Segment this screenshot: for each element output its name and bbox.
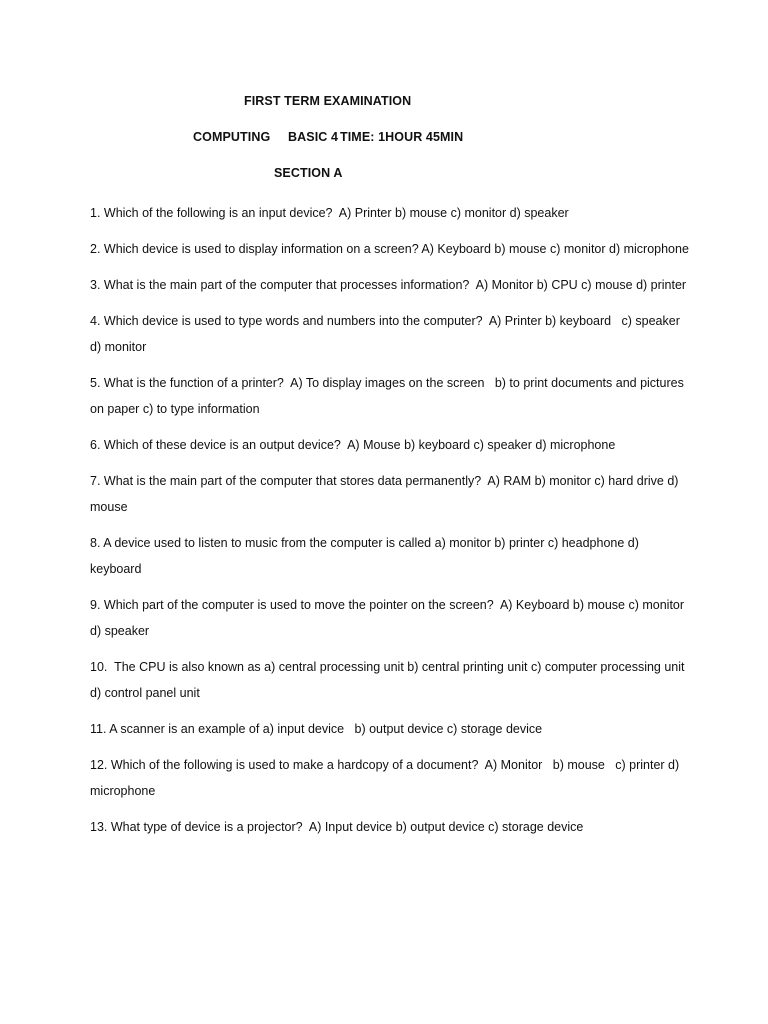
question-item: 3. What is the main part of the computer that processes information? A) Monitor b) CPU c) mouse d) printer — [90, 278, 687, 292]
question-item: 8. A device used to listen to music from the computer is called a) monitor b) printer c) headphone d) keyboard — [90, 536, 643, 576]
exam-subheading — [193, 130, 463, 144]
question-item: 1. Which of the following is an input device? A) Printer b) mouse c) monitor d) speaker — [90, 206, 569, 220]
question-item: 12. Which of the following is used to make a hardcopy of a document? A) Monitor b) mouse c) printer d) microphone — [90, 758, 683, 798]
time-label: TIME: 1HOUR 45MIN — [340, 130, 464, 144]
question-list — [90, 200, 695, 850]
question-item: 9. Which part of the computer is used to move the pointer on the screen? A) Keyboard b) mouse c) monitor d) speaker — [90, 598, 688, 638]
question-item: 5. What is the function of a printer? A) To display images on the screen b) to print documents and pictures on paper c) to type information — [90, 376, 688, 416]
question-item: 6. Which of these device is an output device? A) Mouse b) keyboard c) speaker d) microphone — [90, 438, 616, 452]
exam-title: FIRST TERM EXAMINATION — [244, 94, 412, 108]
question-item: 13. What type of device is a projector? A) Input device b) output device c) storage device — [90, 820, 584, 834]
question-item: 7. What is the main part of the computer that stores data permanently? A) RAM b) monitor c) hard drive d) mouse — [90, 474, 682, 514]
question-item: 4. Which device is used to type words and numbers into the computer? A) Printer b) keyboard c) speaker d) monitor — [90, 314, 684, 354]
section-heading: SECTION A — [274, 166, 343, 180]
class-label: BASIC 4 — [288, 130, 339, 144]
question-item: 10. The CPU is also known as a) central processing unit b) central printing unit c) computer processing unit d) control panel unit — [90, 660, 695, 700]
question-item: 2. Which device is used to display information on a screen? A) Keyboard b) mouse c) monitor d) microphone — [90, 242, 689, 256]
subject-label: COMPUTING — [193, 130, 271, 144]
question-item: 11. A scanner is an example of a) input device b) output device c) storage device — [90, 722, 543, 736]
